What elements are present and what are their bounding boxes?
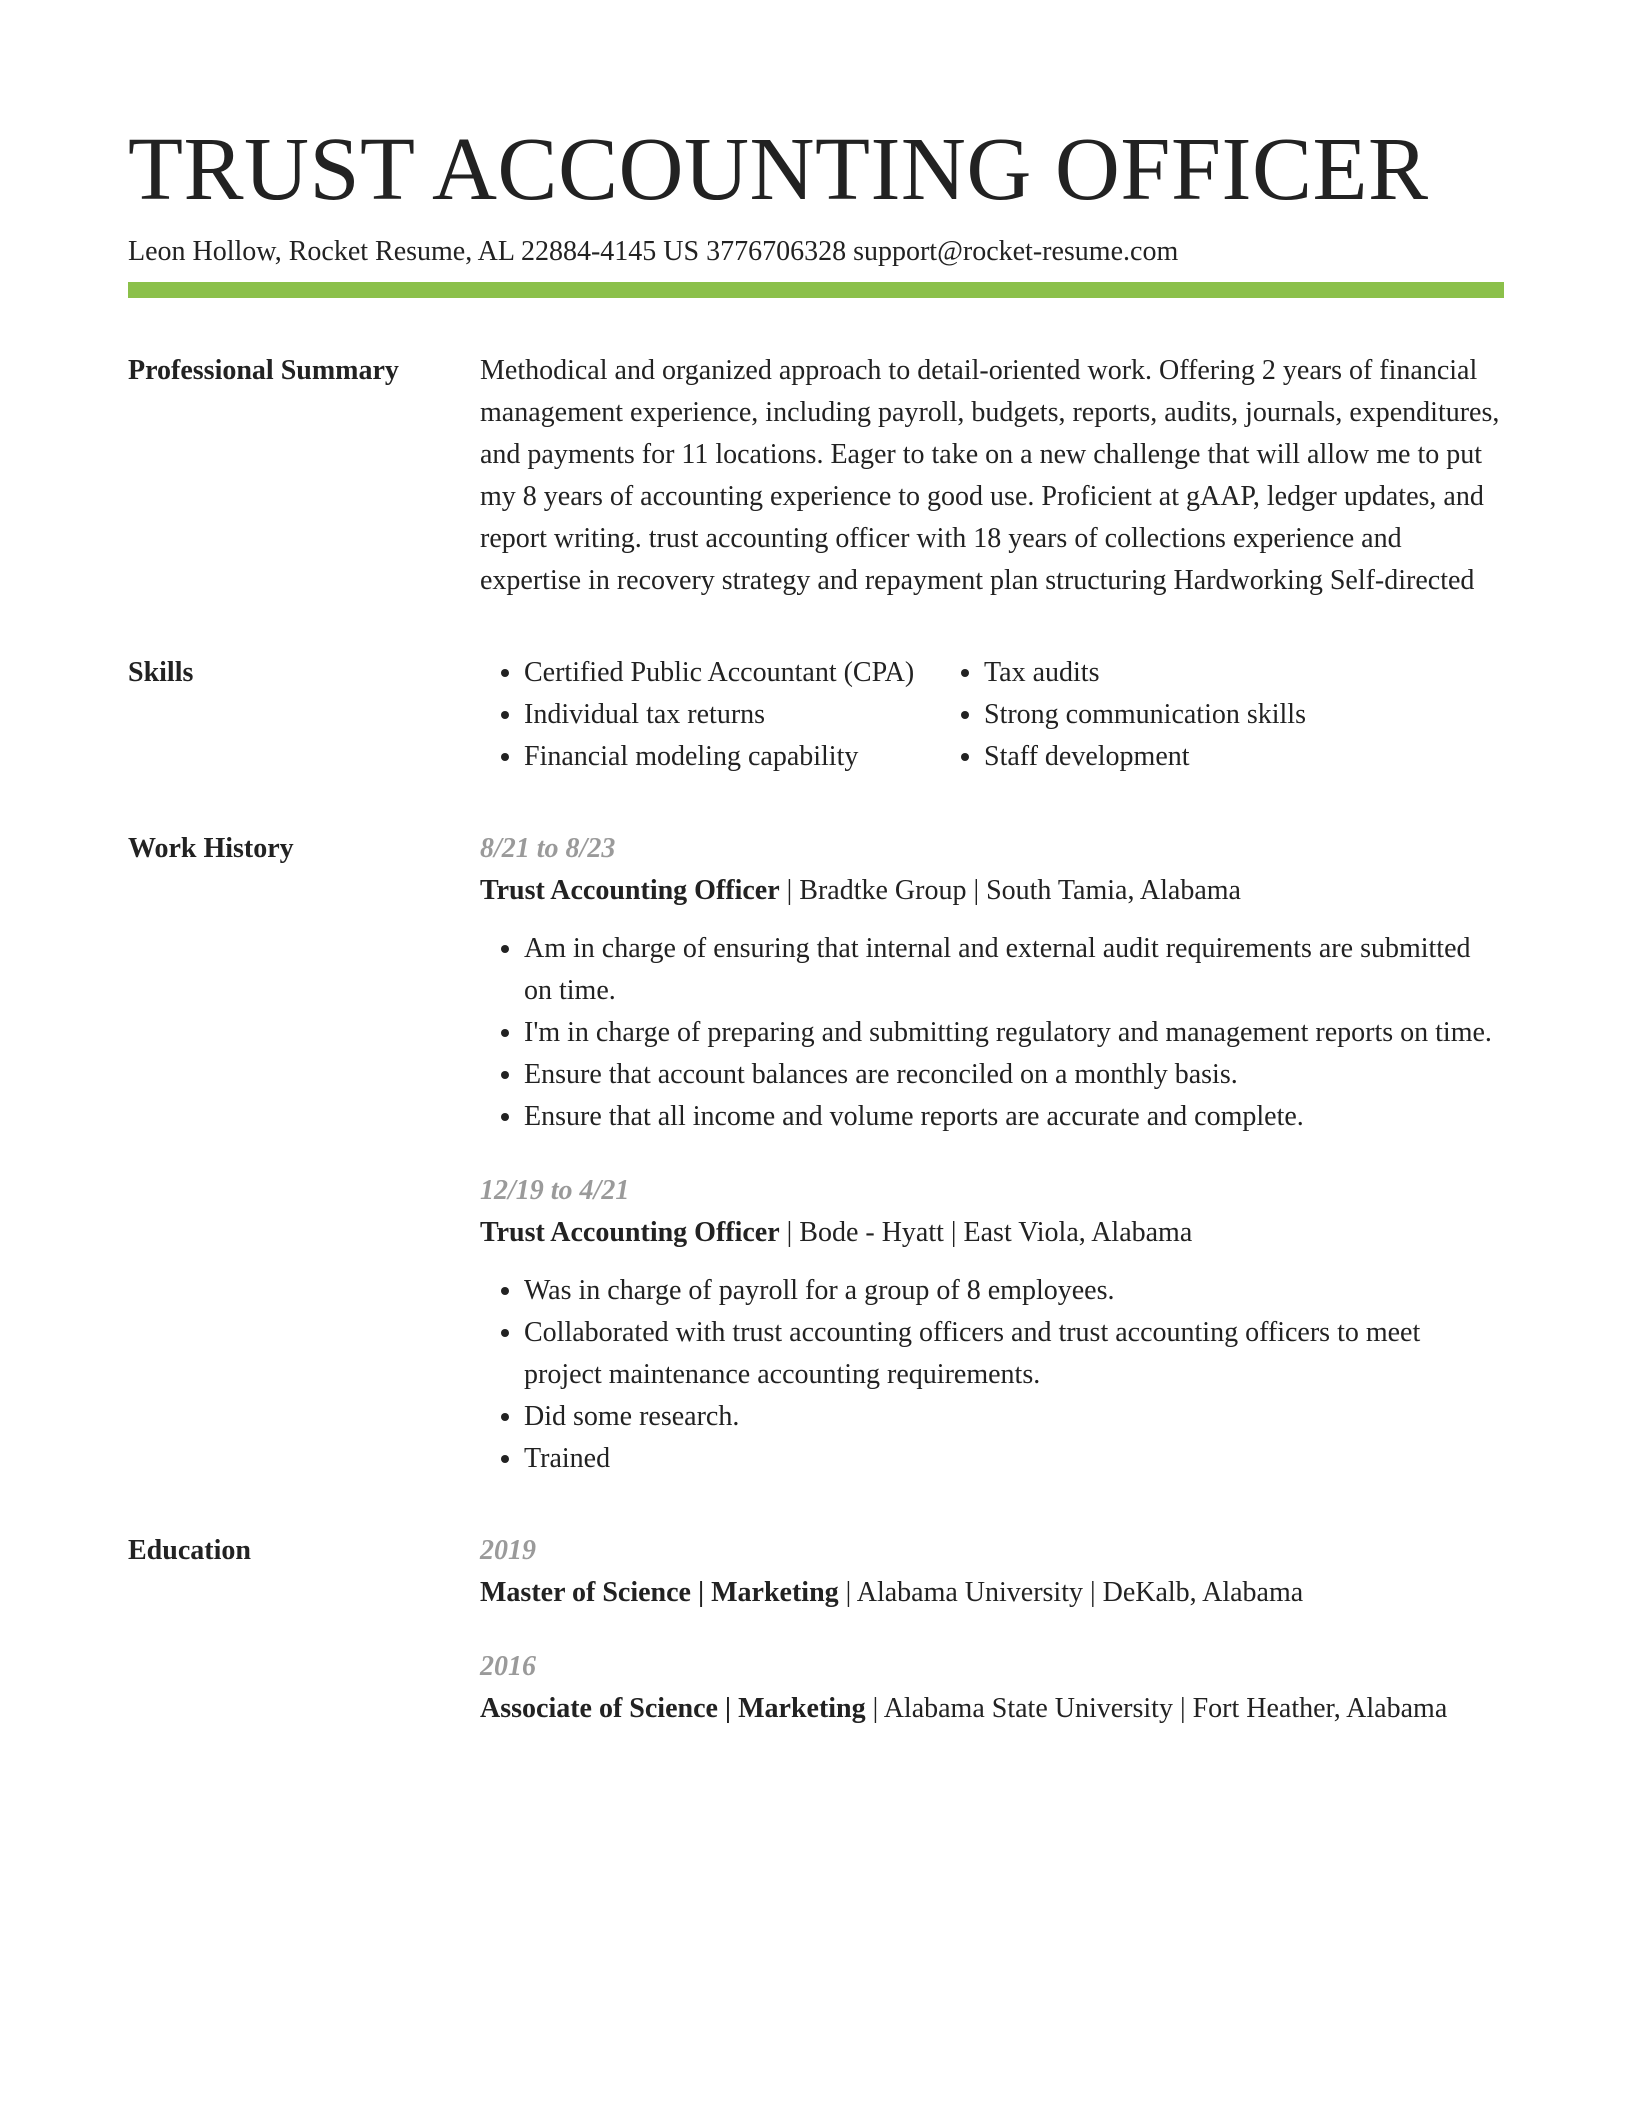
section-label-education: Education bbox=[128, 1535, 251, 1566]
contact-line: Leon Hollow, Rocket Resume, AL 22884-4145 US 3776706328 support@rocket-resume.com bbox=[128, 236, 1179, 267]
work-dates: 8/21 to 8/23 bbox=[480, 833, 616, 864]
work-bullet: • Trained bbox=[524, 1438, 1504, 1480]
work-bullet: • Did some research. bbox=[524, 1396, 1504, 1438]
education-section bbox=[128, 1530, 1504, 1730]
education-degree: Master of Science | Marketing bbox=[480, 1577, 839, 1608]
education-entry bbox=[480, 1646, 1504, 1730]
work-entry bbox=[480, 1170, 1504, 1480]
section-label-skills: Skills bbox=[128, 657, 194, 688]
skill-item: • Financial modeling capability bbox=[524, 736, 940, 778]
education-degree-line bbox=[480, 1688, 1504, 1730]
education-degree-line bbox=[480, 1572, 1504, 1614]
work-dates: 12/19 to 4/21 bbox=[480, 1175, 630, 1206]
summary-text: Methodical and organized approach to detail-oriented work. Offering 2 years of financial management experience, including payroll, budgets, reports, audits, journals, expenditures, and payments for 11 locations. Eager to take on a new challenge that will allow me to put my 8 years of accounting experience to good use. Proficient at gAAP, ledger updates, and report writing. trust accounting officer with 18 years of collections experience and expertise in recovery strategy and repayment plan structuring Hardworking Self-directed bbox=[480, 355, 1500, 596]
work-role: Trust Accounting Officer bbox=[480, 875, 780, 906]
work-entry bbox=[480, 828, 1504, 1138]
resume-title: TRUST ACCOUNTING OFFICER bbox=[128, 120, 1429, 219]
skills-section bbox=[128, 652, 1504, 778]
work-bullet: • Am in charge of ensuring that internal and external audit requirements are submitted on time. bbox=[524, 928, 1504, 1012]
skill-item: • Individual tax returns bbox=[524, 694, 940, 736]
education-degree: Associate of Science | Marketing bbox=[480, 1693, 866, 1724]
accent-divider bbox=[128, 282, 1504, 298]
work-bullet: • I'm in charge of preparing and submitting regulatory and management reports on time. bbox=[524, 1012, 1504, 1054]
work-bullet: • Was in charge of payroll for a group of 8 employees. bbox=[524, 1270, 1504, 1312]
work-history-section bbox=[128, 828, 1504, 1480]
work-bullets bbox=[480, 928, 1504, 1138]
work-bullet: • Ensure that all income and volume reports are accurate and complete. bbox=[524, 1096, 1504, 1138]
work-bullet: • Ensure that account balances are reconciled on a monthly basis. bbox=[524, 1054, 1504, 1096]
skill-item: • Certified Public Accountant (CPA) bbox=[524, 652, 940, 694]
work-employer-details: | Bode - Hyatt | East Viola, Alabama bbox=[779, 1217, 1193, 1248]
education-entry bbox=[480, 1530, 1504, 1614]
education-year: 2016 bbox=[480, 1651, 536, 1682]
education-school-details: | Alabama University | DeKalb, Alabama bbox=[838, 1577, 1304, 1608]
work-role-line bbox=[480, 870, 1504, 912]
section-label-work: Work History bbox=[128, 833, 294, 864]
work-role-line bbox=[480, 1212, 1504, 1254]
work-bullet: • Collaborated with trust accounting officers and trust accounting officers to meet project maintenance accounting requirements. bbox=[524, 1312, 1504, 1396]
skill-item: • Staff development bbox=[984, 736, 1306, 778]
work-role: Trust Accounting Officer bbox=[480, 1217, 780, 1248]
skill-item: • Strong communication skills bbox=[984, 694, 1306, 736]
summary-section bbox=[128, 350, 1504, 602]
education-school-details: | Alabama State University | Fort Heather, Alabama bbox=[865, 1693, 1448, 1724]
section-label-summary: Professional Summary bbox=[128, 355, 399, 386]
skill-item: • Tax audits bbox=[984, 652, 1306, 694]
work-employer-details: | Bradtke Group | South Tamia, Alabama bbox=[779, 875, 1241, 906]
skills-list-right bbox=[940, 652, 1306, 778]
work-bullets bbox=[480, 1270, 1504, 1480]
education-year: 2019 bbox=[480, 1535, 536, 1566]
skills-list-left bbox=[480, 652, 940, 778]
